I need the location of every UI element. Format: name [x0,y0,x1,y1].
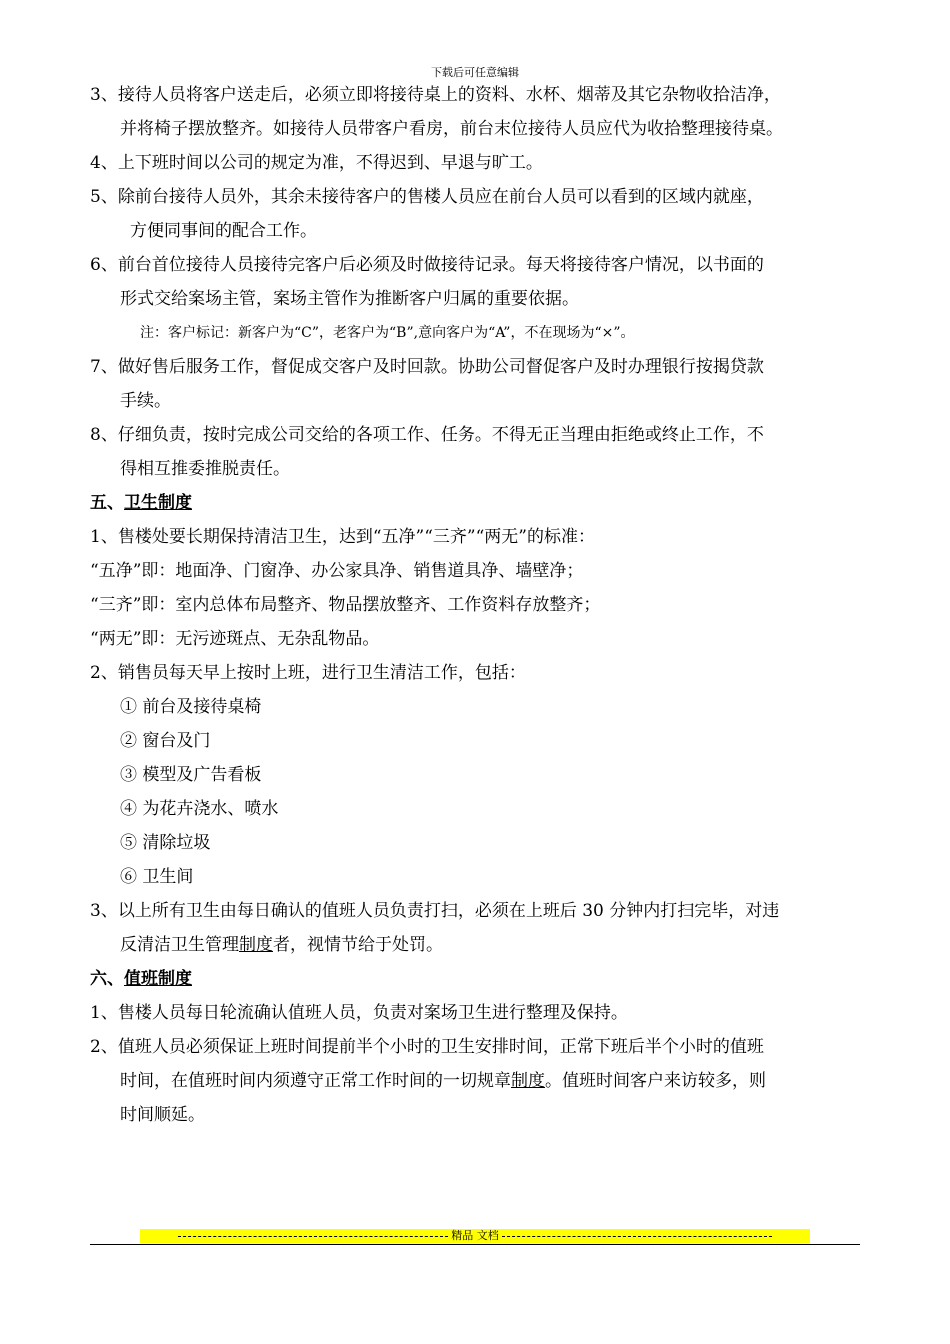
paragraph-line: 3、以上所有卫生由每日确认的值班人员负责打扫，必须在上班后 30 分钟内打扫完毕，对违 [90,901,780,921]
footer-label: 精品 文档 [451,1229,499,1242]
list-item: ④ 为花卉浇水、喷水 [120,799,279,819]
note-line: 注：客户标记：新客户为“C”，老客户为“B”,意向客户为“A”，不在现场为“×”。 [140,325,635,341]
text-run: 者，视情节给于处罚。 [273,935,443,955]
section-title: 值班制度 [124,969,192,989]
text-run: 反清洁卫生管理 [120,935,239,955]
paragraph-line: 1、售楼人员每日轮流确认值班人员，负责对案场卫生进行整理及保持。 [90,1003,628,1023]
document-body [90,78,860,1132]
list-item: ③ 模型及广告看板 [120,765,262,785]
list-item: ⑥ 卫生间 [120,867,194,887]
section-number: 五、 [90,493,124,513]
section-heading-hygiene [90,486,860,520]
section-number: 六、 [90,969,124,989]
list-item: ① 前台及接待桌椅 [120,697,262,717]
underlined-term: 制度 [511,1071,545,1091]
text-run: 时间，在值班时间内须遵守正常工作时间的一切规章 [120,1071,511,1091]
underlined-term: 制度 [239,935,273,955]
paragraph-line: 5、除前台接待人员外，其余未接待客户的售楼人员应在前台人员可以看到的区域内就座， [90,187,764,207]
paragraph-line: 时间顺延。 [120,1105,205,1125]
footer-dash-left [178,1236,448,1237]
section-heading-duty [90,962,860,996]
list-item: ② 窗台及门 [120,731,211,751]
footer-dash-right [502,1236,772,1237]
paragraph-line: 并将椅子摆放整齐。如接待人员带客户看房，前台末位接待人员应代为收拾整理接待桌。 [120,119,783,139]
footer-rule [90,1244,860,1245]
paragraph-line: 得相互推委推脱责任。 [120,459,290,479]
paragraph-line: 2、值班人员必须保证上班时间提前半个小时的卫生安排时间，正常下班后半个小时的值班 [90,1037,764,1057]
page-header: 下载后可任意编辑 [431,66,519,79]
text-run: 。值班时间客户来访较多，则 [545,1071,766,1091]
paragraph-line [90,1064,860,1098]
page-footer-banner [140,1229,810,1243]
paragraph-line: 手续。 [120,391,171,411]
paragraph-line: 1、售楼处要长期保持清洁卫生，达到“五净”“三齐”“两无”的标准： [90,527,595,547]
paragraph-line: 形式交给案场主管，案场主管作为推断客户归属的重要依据。 [120,289,579,309]
paragraph-line: 3、接待人员将客户送走后，必须立即将接待桌上的资料、水杯、烟蒂及其它杂物收拾洁净， [90,85,781,105]
paragraph-line: 4、上下班时间以公司的规定为准，不得迟到、早退与旷工。 [90,153,543,173]
paragraph-line: 6、前台首位接待人员接待完客户后必须及时做接待记录。每天将接待客户情况，以书面的 [90,255,764,275]
paragraph-line: 方便同事间的配合工作。 [130,221,317,241]
section-title: 卫生制度 [124,493,192,513]
paragraph-line: 2、销售员每天早上按时上班，进行卫生清洁工作，包括： [90,663,526,683]
paragraph-line: “两无”即：无污迹斑点、无杂乱物品。 [90,629,380,649]
list-item: ⑤ 清除垃圾 [120,833,211,853]
paragraph-line: “五净”即：地面净、门窗净、办公家具净、销售道具净、墙壁净； [90,561,584,581]
paragraph-line [90,928,860,962]
paragraph-line: 8、仔细负责，按时完成公司交给的各项工作、任务。不得无正当理由拒绝或终止工作，不 [90,425,764,445]
paragraph-line: 7、做好售后服务工作，督促成交客户及时回款。协助公司督促客户及时办理银行按揭贷款 [90,357,764,377]
paragraph-line: “三齐”即：室内总体布局整齐、物品摆放整齐、工作资料存放整齐； [90,595,601,615]
